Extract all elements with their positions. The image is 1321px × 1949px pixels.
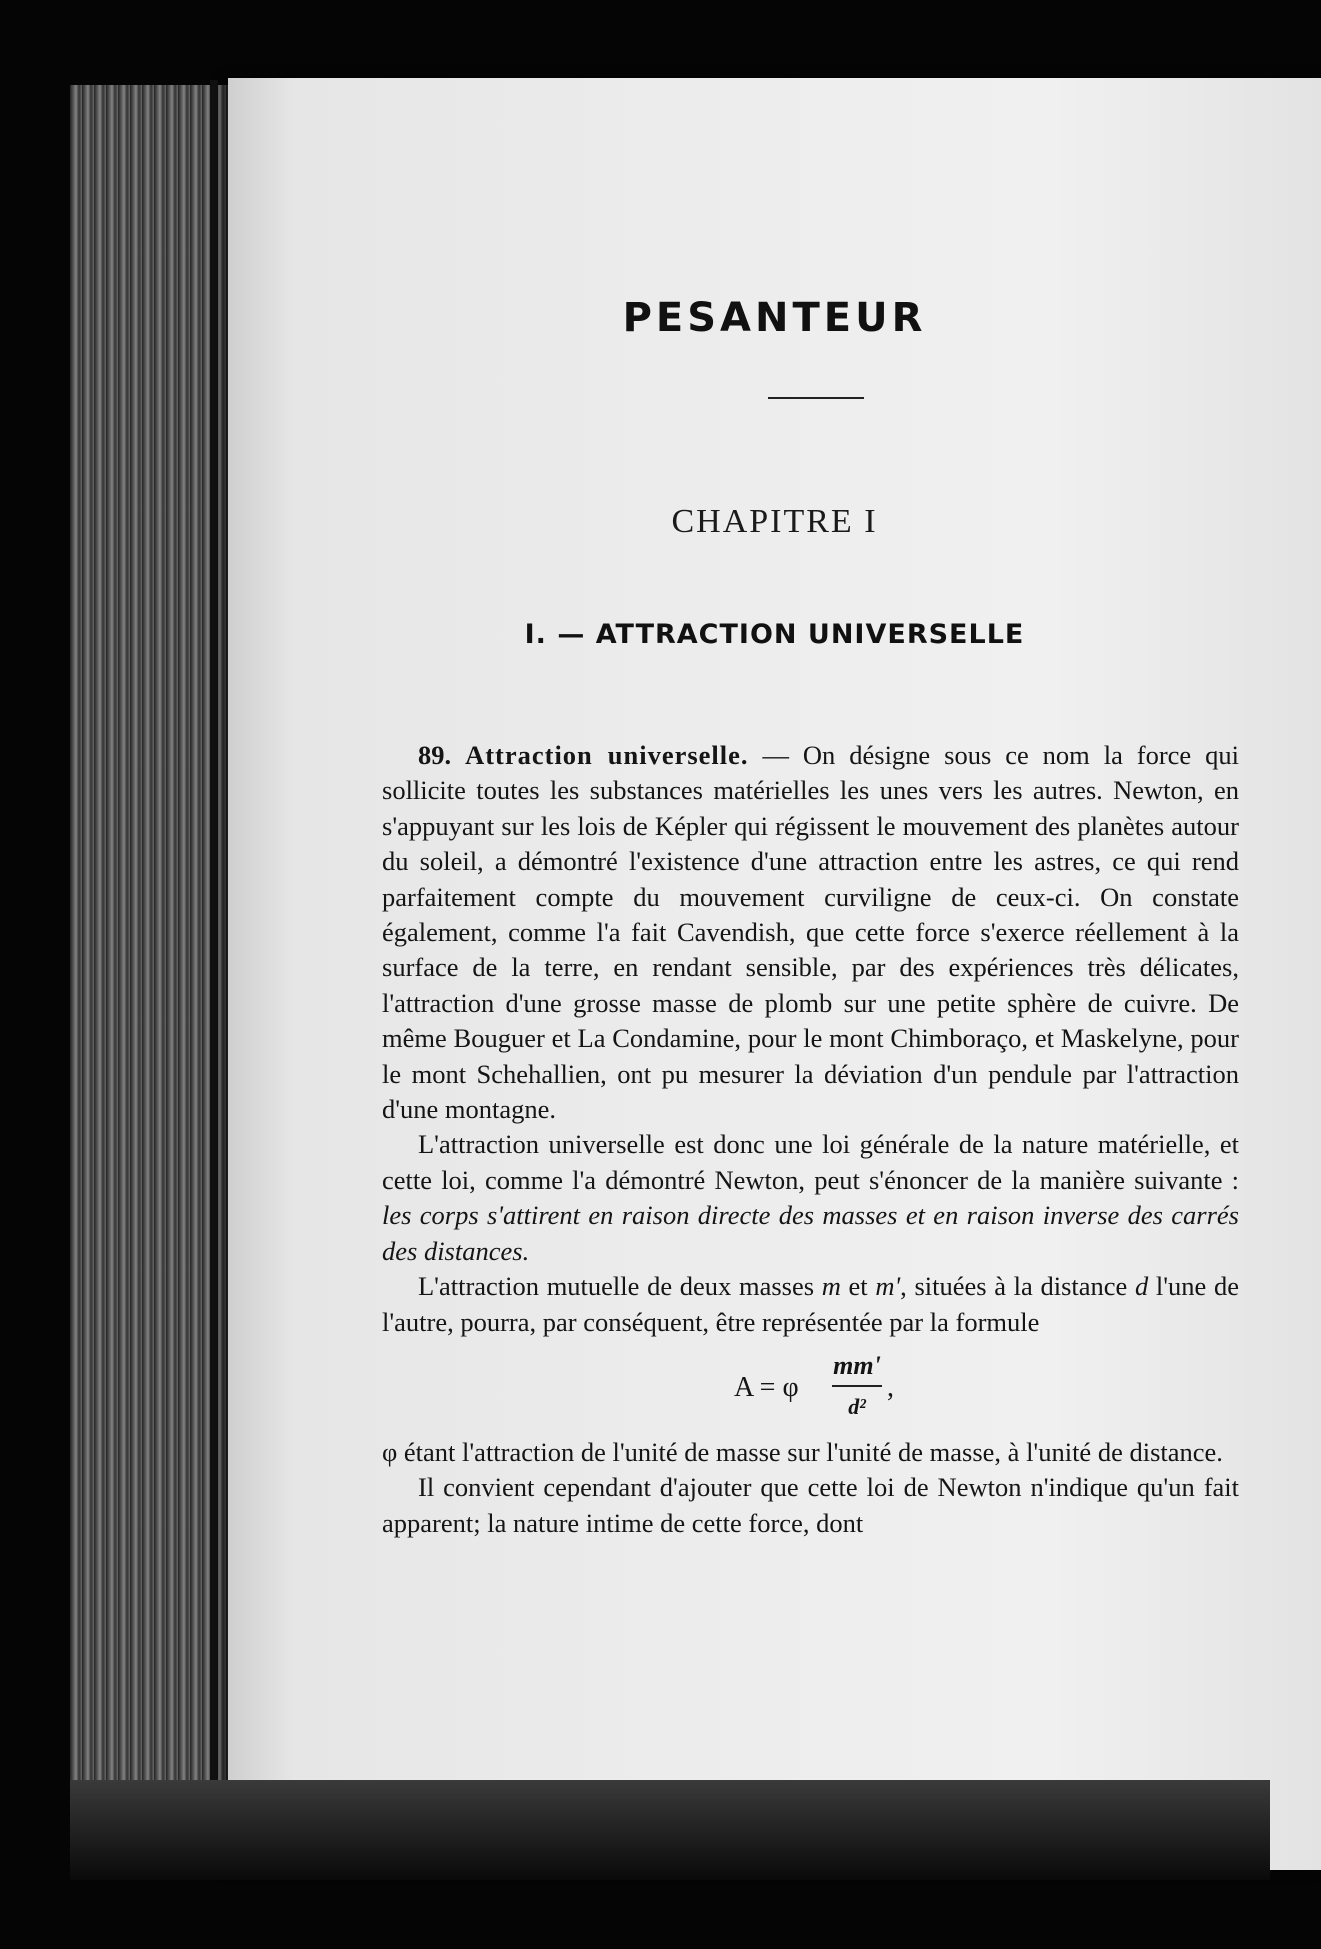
body-text (382, 738, 1239, 1541)
formula-numerator: mm' (832, 1348, 882, 1387)
section-heading: I. — ATTRACTION UNIVERSELLE (524, 619, 1025, 650)
paragraph-phi (382, 1435, 1239, 1470)
paragraph-text: L'attraction universelle est donc une loi générale de la nature matérielle, et cette loi, comme l'a démontré Newton, peut s'énoncer de la manière suivante : (382, 1129, 1239, 1195)
paragraph-text: Il convient cependant d'ajouter que cette loi de Newton n'indique qu'un fait apparent; la nature intime de cette force, dont (382, 1472, 1239, 1538)
title-divider (768, 397, 864, 399)
formula-fraction (832, 1348, 882, 1425)
formula-comma: , (887, 1371, 894, 1403)
running-title: PESANTEUR (622, 295, 927, 341)
paragraph-number: 89. (418, 740, 452, 770)
paragraph-text: — On désigne sous ce nom la force qui sollicite toutes les substances matérielles les unes vers les autres. Newton, en s'appuyant sur les lois de Képler qui régissent le mouvement des planètes autour du soleil, a démontré l'existence d'une attraction entre les astres, ce qui rend parfaitement compte du mouvement curviligne de ceux-ci. On constate également, comme l'a fait Cavendish, que cette force s'exerce réellement à la surface de la terre, en rendant sensible, par des expériences très délicates, l'attraction d'une grosse masse de plomb sur une petite sphère de cuivre. De même Bouguer et La Condamine, pour le mont Chimboraço, et Maskelyne, pour le mont Schehallien, ont pu mesurer la déviation d'un pendule par l'attraction d'une montagne. (382, 740, 1239, 1125)
paragraph-mutual-attraction (382, 1269, 1239, 1340)
text-span: L'attraction mutuelle de deux masses (418, 1271, 822, 1302)
formula-lhs: A = φ (734, 1371, 799, 1403)
variable-d: d (1134, 1271, 1149, 1302)
text-span: l'une de l'autre, pourra, par conséquent, être représentée par la formule (382, 1271, 1239, 1337)
paragraph-89 (382, 738, 1239, 1127)
variable-m-prime: m' (875, 1271, 901, 1302)
attraction-formula (382, 1340, 1239, 1435)
text-span: et (840, 1271, 876, 1302)
formula-denominator: d² (848, 1394, 866, 1420)
page-bottom-shadow (70, 1780, 1270, 1880)
paragraph-title: Attraction universelle. (465, 740, 749, 770)
page-gutter-line (210, 80, 218, 1880)
variable-m: m (821, 1271, 841, 1302)
law-statement: les corps s'attirent en raison directe des masses et en raison inverse des carrés des distances. (382, 1200, 1239, 1266)
paragraph-law (382, 1127, 1239, 1269)
text-span: , situées à la distance (900, 1271, 1135, 1302)
book-page-edges (70, 85, 230, 1875)
paragraph-text: φ étant l'attraction de l'unité de masse sur l'unité de masse, à l'unité de distance. (382, 1436, 1223, 1467)
paragraph-newton-law (382, 1470, 1239, 1541)
chapter-heading: CHAPITRE I (671, 503, 878, 540)
